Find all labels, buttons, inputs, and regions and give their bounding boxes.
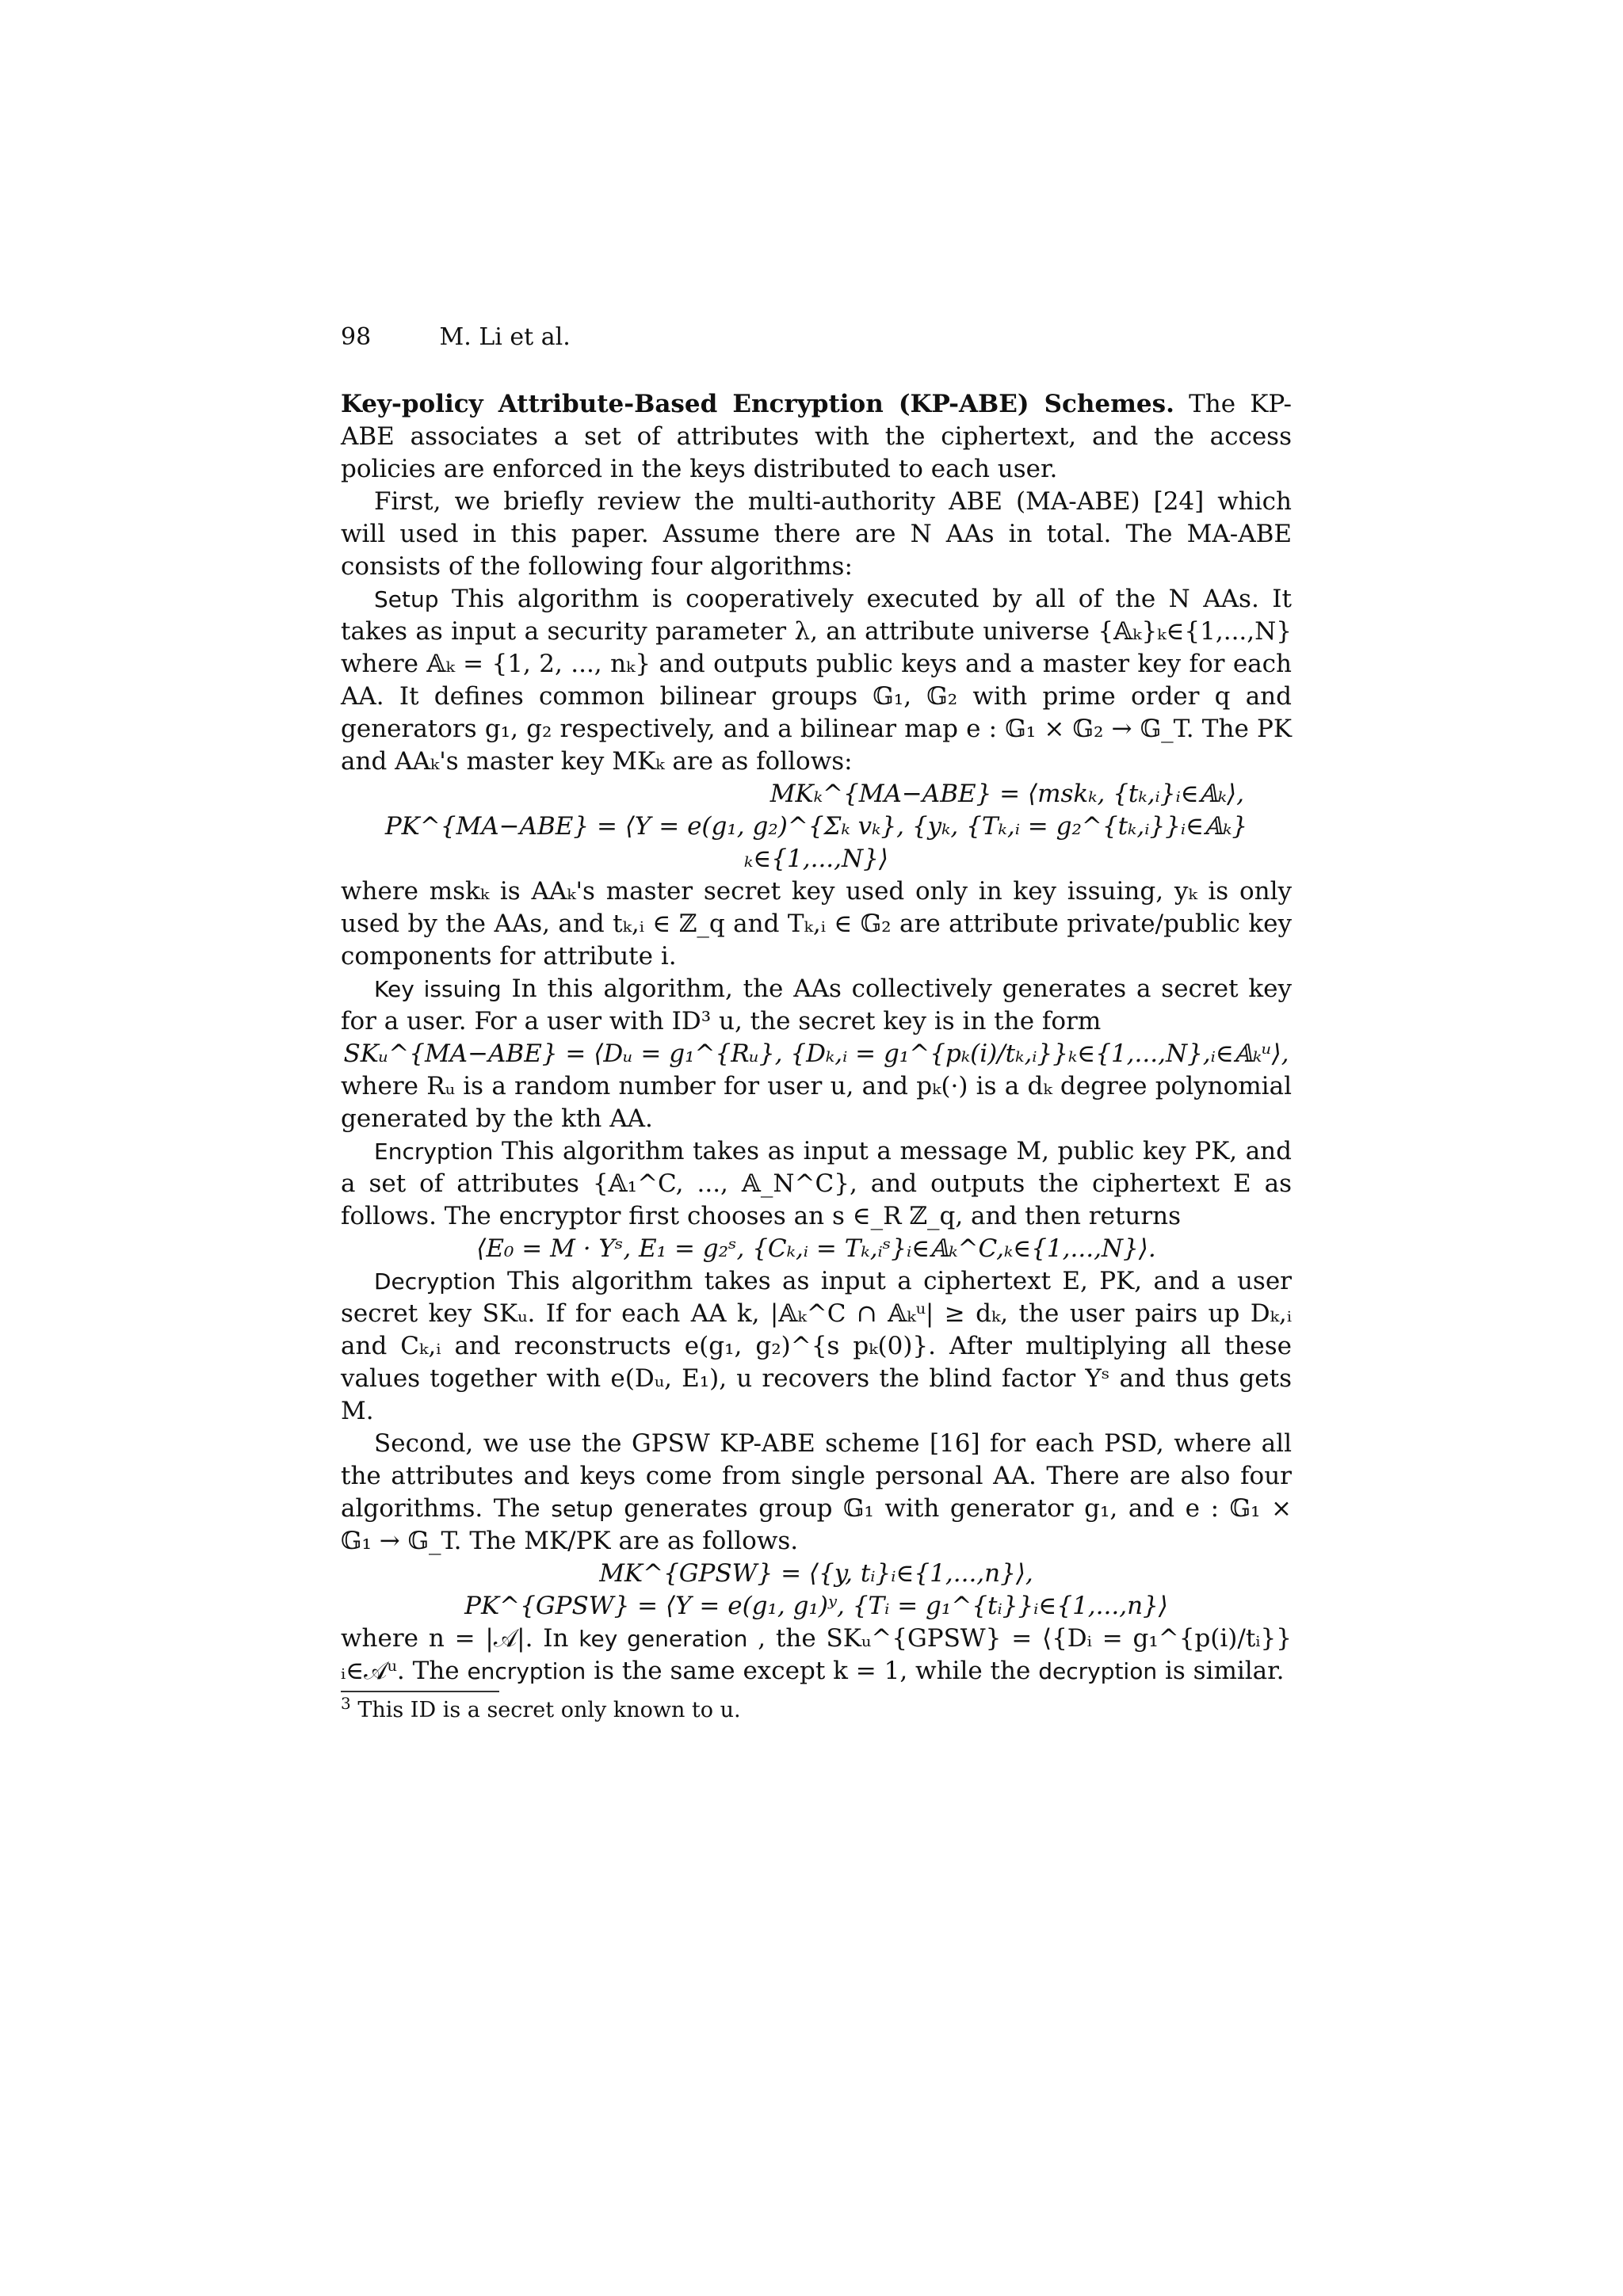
gpsw-last-d: is similar. — [1164, 1657, 1285, 1685]
gpsw-keygen-word: key generation — [579, 1626, 748, 1652]
setup-after: where mskₖ is AAₖ's master secret key used only in key issuing, yₖ is only used by the AAs, and tₖ,ᵢ ∈ ℤ_q and Tₖ,ᵢ ∈ 𝔾₂ are attribute private/public key components for attribute i. — [341, 877, 1292, 971]
encryption-label: Encryption — [374, 1138, 494, 1165]
intro-paragraph: First, we briefly review the multi-authority ABE (MA-ABE) [24] which will used in this paper. Assume there are N AAs in total. The MA-ABE consists of the following four algorithms: — [341, 487, 1292, 581]
equation-pk-ma-abe: PK^{MA−ABE} = ⟨Y = e(g₁, g₂)^{Σₖ vₖ}, {yₖ, {Tₖ,ᵢ = g₂^{tₖ,ᵢ}}ᵢ∈𝔸ₖ}ₖ∈{1,...,N}⟩ — [384, 812, 1248, 873]
key-issuing-text: In this algorithm, the AAs collectively generates a secret key for a user. For a user with ID³ u, the secret key is in the form — [341, 974, 1292, 1035]
footnote-rule — [341, 1691, 499, 1692]
decryption-paragraph — [341, 1265, 1292, 1428]
equation-mk-gpsw: MK^{GPSW} = ⟨{y, tᵢ}ᵢ∈{1,...,n}⟩, — [599, 1559, 1033, 1588]
page-number: 98 — [341, 323, 372, 351]
body-text — [341, 388, 1292, 1724]
section-heading: Key-policy Attribute-Based Encryption (KP-ABE) Schemes. — [341, 390, 1174, 418]
equation-pk-gpsw: PK^{GPSW} = ⟨Y = e(g₁, g₁)ʸ, {Tᵢ = g₁^{tᵢ}}ᵢ∈{1,...,n}⟩ — [464, 1592, 1168, 1620]
gpsw-last-paragraph — [341, 1623, 1292, 1688]
gpsw-last-b: , the SKᵤ^{GPSW} = ⟨{Dᵢ = g₁^{p(i)/tᵢ}}ᵢ∈𝒜ᵘ. The — [341, 1624, 1292, 1685]
gpsw-last-c: is the same except k = 1, while the — [594, 1657, 1031, 1685]
section-paragraph — [341, 388, 1292, 486]
encryption-paragraph — [341, 1135, 1292, 1233]
gpsw-last-a: where n = |𝒜|. In — [341, 1624, 569, 1653]
encryption-text: This algorithm takes as input a message M, public key PK, and a set of attributes {𝔸₁^C, ..., 𝔸_N^C}, and outputs the ciphertext E as follows. The encryptor first chooses an s ∈_R ℤ_q, and then returns — [341, 1137, 1292, 1230]
footnote-text: This ID is a secret only known to u. — [357, 1698, 741, 1722]
footnote — [341, 1694, 1292, 1724]
footnote-mark: 3 — [341, 1694, 351, 1713]
decryption-text: This algorithm takes as input a ciphertext E, PK, and a user secret key SKᵤ. If for each AA k, |𝔸ₖ^C ∩ 𝔸ₖᵘ| ≥ dₖ, the user pairs up Dₖ,ᵢ and Cₖ,ᵢ and reconstructs e(g₁, g₂)^{s pₖ(0)}. After multiplying all these values together with e(Dᵤ, E₁), u recovers the blind factor Yˢ and thus gets M. — [341, 1267, 1292, 1425]
key-issuing-label: Key issuing — [374, 976, 502, 1002]
equation-mk-ma-abe: MKₖ^{MA−ABE} = ⟨mskₖ, {tₖ,ᵢ}ᵢ∈𝔸ₖ⟩, — [769, 780, 1244, 808]
equation-sk-ma-abe: SKᵤ^{MA−ABE} = ⟨Dᵤ = g₁^{Rᵤ}, {Dₖ,ᵢ = g₁^{pₖ(i)/tₖ,ᵢ}}ₖ∈{1,...,N},ᵢ∈𝔸ₖᵘ⟩, — [343, 1039, 1289, 1068]
gpsw-paragraph — [341, 1428, 1292, 1558]
key-issuing-paragraph — [341, 973, 1292, 1038]
key-issuing-after: where Rᵤ is a random number for user u, and pₖ(·) is a dₖ degree polynomial generated by the kth AA. — [341, 1072, 1292, 1133]
gpsw-dec-word: decryption — [1038, 1658, 1158, 1684]
setup-label: Setup — [374, 586, 439, 612]
setup-paragraph — [341, 583, 1292, 778]
running-header — [341, 323, 571, 351]
gpsw-text-a: Second, we use the GPSW KP-ABE scheme [16] for each PSD, where all the attributes and keys come from single personal AA. There are also four algorithms. The — [341, 1429, 1292, 1523]
author-line: M. Li et al. — [439, 323, 571, 351]
decryption-label: Decryption — [374, 1268, 496, 1295]
gpsw-text-b: generates group 𝔾₁ with generator g₁, and e : 𝔾₁ × 𝔾₁ → 𝔾_T. The MK/PK are as follows. — [341, 1494, 1292, 1555]
gpsw-setup-word: setup — [551, 1496, 613, 1522]
setup-text: This algorithm is cooperatively executed by all of the N AAs. It takes as input a security parameter λ, an attribute universe {𝔸ₖ}ₖ∈{1,...,N} where 𝔸ₖ = {1, 2, ..., nₖ} and outputs public keys and a master key for each AA. It defines common bilinear groups 𝔾₁, 𝔾₂ with prime order q and generators g₁, g₂ respectively, and a bilinear map e : 𝔾₁ × 𝔾₂ → 𝔾_T. The PK and AAₖ's master key MKₖ are as follows: — [341, 585, 1292, 776]
gpsw-enc-word: encryption — [467, 1658, 586, 1684]
equation-ciphertext: ⟨E₀ = M · Yˢ, E₁ = g₂ˢ, {Cₖ,ᵢ = Tₖ,ᵢˢ}ᵢ∈𝔸ₖ^C,ₖ∈{1,...,N}⟩. — [476, 1234, 1156, 1263]
section-intro: The KP-ABE associates a set of attributes with the ciphertext, and the access policies are enforced in the keys distributed to each user. — [341, 390, 1293, 483]
